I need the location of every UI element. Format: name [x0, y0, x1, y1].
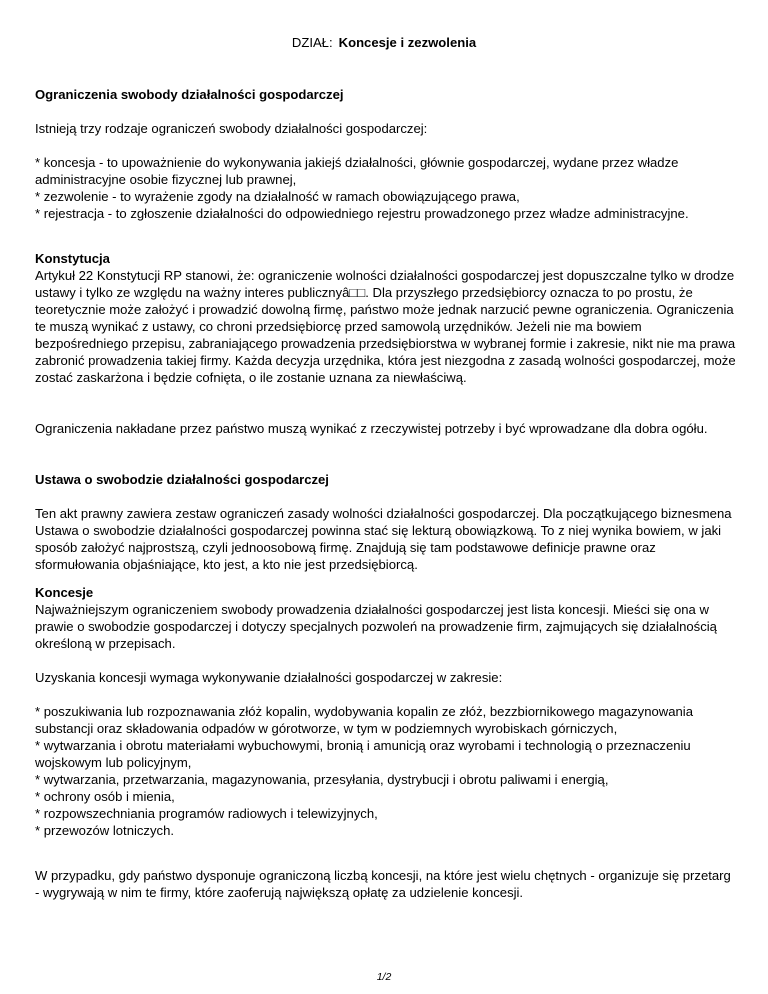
- konstytucja-paragraph: Artykuł 22 Konstytucji RP stanowi, że: ograniczenie wolności działalności gospodarczej jest dopuszczalne tylko w drodze ustawy i tylko ze względu na ważny interes publicznyâ□□. Dla przyszłego przedsiębiorcy oznacza to po prostu, że teoretycznie może założyć i prowadzić dowolną firmę, państwo może jednak narzucić pewne ograniczenia. Ograniczenia te muszą wynikać z ustawy, co chroni przedsiębiorcę przed samowolą urzędników. Jeżeli nie ma bowiem bezpośredniego przepisu, zabraniającego prowadzenia przedsiębiorstwa w wybranej formie i zakresie, nikt nie ma prawa zabronić prowadzenia takiej firmy. Każda decyzja urzędnika, która jest niezgodna z zasadą wolności gospodarczej, może zostać zaskarżona i będzie cofnięta, o ile zostanie uznana za niewłaściwą.: [35, 268, 736, 385]
- page-number: 1/2: [376, 971, 392, 983]
- list-item: * koncesja - to upoważnienie do wykonywania jakiejś działalności, głównie gospodarczej, wydane przez władze administracyjne osobie fizycznej lub prawnej,: [35, 155, 679, 187]
- section-title-koncesje: Koncesje: [35, 585, 94, 600]
- header-value: Koncesje i zezwolenia: [338, 35, 477, 50]
- list-item: * wytwarzania, przetwarzania, magazynowania, przesyłania, dystrybucji i obrotu paliwami i energią,: [35, 772, 609, 787]
- koncesje-intro: Uzyskania koncesji wymaga wykonywanie działalności gospodarczej w zakresie:: [35, 670, 503, 685]
- section-title-ograniczenia: Ograniczenia swobody działalności gospodarczej: [35, 87, 344, 102]
- ustawa-paragraph: Ten akt prawny zawiera zestaw ograniczeń zasady wolności działalności gospodarczej. Dla początkującego biznesmena Ustawa o swobodzie działalności gospodarczej powinna stać się lekturą obowiązkową. To z niej wynika bowiem, w jaki sposób założyć najprostszą, czyli jednoosobową firmę. Znajdują się tam podstawowe definicje prawne oraz sformułowania objaśniające, kto jest, a kto nie jest przedsiębiorcą.: [35, 506, 732, 572]
- list-item: * ochrony osób i mienia,: [35, 789, 175, 804]
- list-item: * zezwolenie - to wyrażenie zgody na działalność w ramach obowiązującego prawa,: [35, 189, 520, 204]
- list-item: * rozpowszechniania programów radiowych i telewizyjnych,: [35, 806, 378, 821]
- section-title-konstytucja: Konstytucja: [35, 251, 110, 266]
- list-item: * rejestracja - to zgłoszenie działalności do odpowiedniego rejestru prowadzonego przez władze administracyjne.: [35, 206, 689, 221]
- header-label: DZIAŁ:: [291, 35, 333, 50]
- list-item: * poszukiwania lub rozpoznawania złóż kopalin, wydobywania kopalin ze złóż, bezzbiornikowego magazynowania substancji oraz składowania odpadów w górotworze, w tym w podziemnych wyrobiskach górniczych,: [35, 704, 693, 736]
- koncesje-paragraph: Najważniejszym ograniczeniem swobody prowadzenia działalności gospodarczej jest lista koncesji. Mieści się ona w prawie o swobodzie gospodarczej i dotyczy specjalnych pozwoleń na prowadzenie firm, zajmujących się działalnością określoną w przepisach.: [35, 602, 717, 651]
- koncesje-final-paragraph: W przypadku, gdy państwo dysponuje ograniczoną liczbą koncesji, na które jest wielu chętnych - organizuje się przetarg - wygrywają w nim te firmy, które zaoferują największą opłatę za udzielenie koncesji.: [35, 868, 731, 900]
- restriction-types-list: [35, 154, 737, 222]
- konstytucja-paragraph-2: Ograniczenia nakładane przez państwo muszą wynikać z rzeczywistej potrzeby i być wprowadzane dla dobra ogółu.: [35, 421, 708, 436]
- section-intro: Istnieją trzy rodzaje ograniczeń swobody działalności gospodarczej:: [35, 121, 428, 136]
- document-header: [0, 34, 768, 51]
- koncesje-list: [35, 703, 737, 839]
- list-item: * przewozów lotniczych.: [35, 823, 174, 838]
- section-title-ustawa: Ustawa o swobodzie działalności gospodarczej: [35, 472, 329, 487]
- list-item: * wytwarzania i obrotu materiałami wybuchowymi, bronią i amunicją oraz wyrobami i technologią o przeznaczeniu wojskowym lub policyjnym,: [35, 738, 691, 770]
